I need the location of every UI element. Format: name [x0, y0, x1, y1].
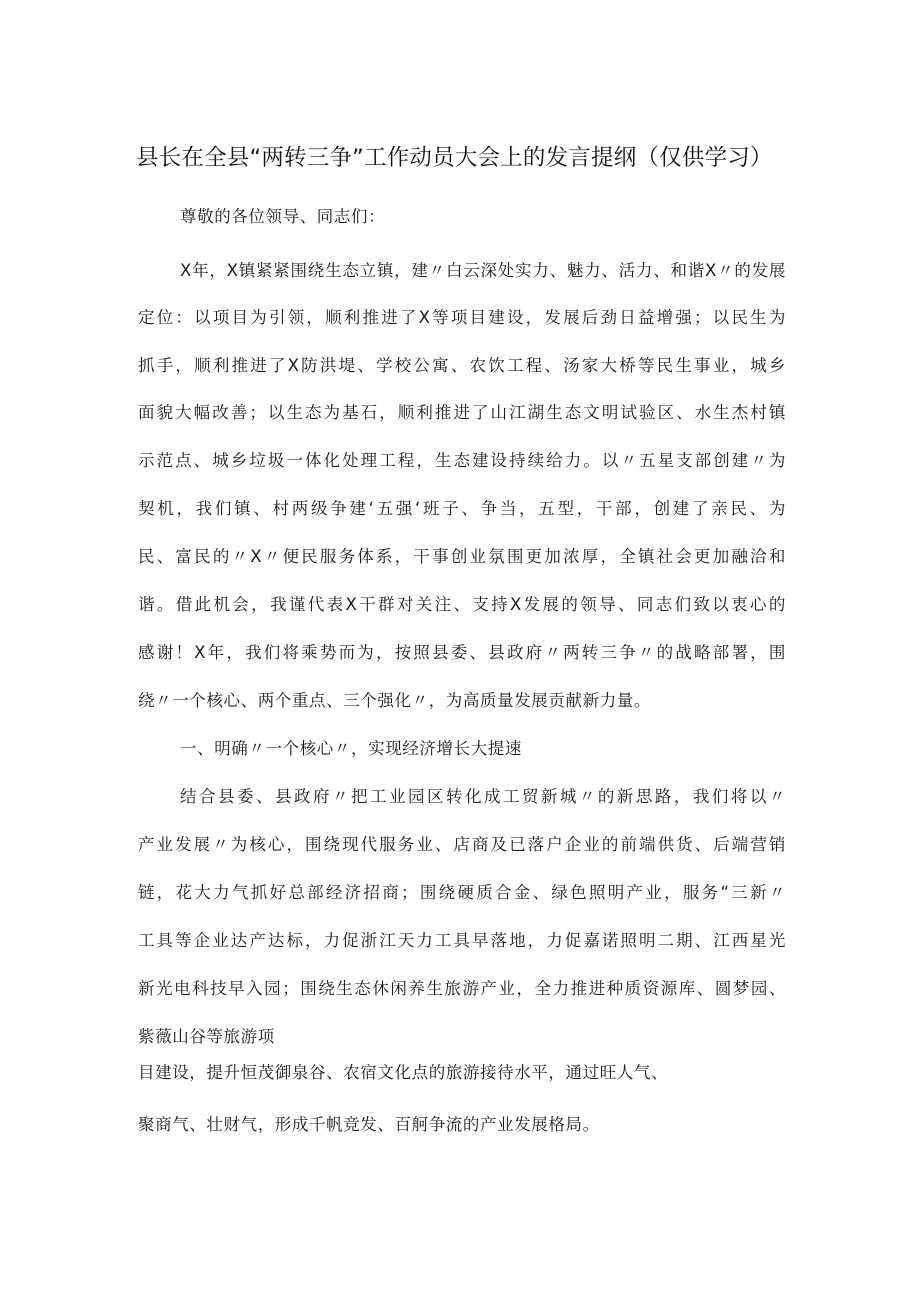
paragraph-line: 工具等企业达产达标，力促浙江天力工具早落地，力促嘉诺照明二期、江西星光: [138, 931, 786, 950]
paragraph-line: 抓手，顺利推进了X防洪堤、学校公寓、农饮工程、汤家大桥等民生事业，城乡: [138, 356, 786, 375]
paragraph-line: 民、富民的〃X〃便民服务体系，干事创业氛围更加浓厚，全镇社会更加融洽和: [138, 547, 786, 566]
paragraph-line: 定位：以项目为引领，顺利推进了X等项目建设，发展后劲日益增强；以民生为: [138, 308, 786, 327]
paragraph-line: 链，花大力气抓好总部经济招商；围绕硬质合金、绿色照明产业，服务“三新〃: [138, 883, 786, 902]
salutation: 尊敬的各位领导、同志们：: [180, 207, 386, 226]
paragraph-line: 谐。借此机会，我谨代表X干群对关注、支持X发展的领导、同志们致以衷心的: [138, 595, 786, 614]
section-heading: 一、明确〃一个核心〃，实现经济增长大提速: [180, 739, 522, 758]
paragraph-line: 示范点、城乡垃圾一体化处理工程，生态建设持续给力。以〃五星支部创建〃为: [138, 451, 786, 470]
paragraph-line: 目建设，提升恒茂御泉谷、农宿文化点的旅游接待水平，通过旺人气、: [138, 1063, 669, 1082]
paragraph-line: 紫薇山谷等旅游项: [138, 1027, 275, 1046]
paragraph-line: 新光电科技早入园；围绕生态休闲养生旅游产业，全力推进种质资源库、圆梦园、: [138, 979, 786, 998]
paragraph-line: X年，X镇紧紧围绕生态立镇，建〃白云深处实力、魅力、活力、和谐X〃的发展: [180, 261, 786, 280]
paragraph-line: 契机，我们镇、村两级争建‘五强‘班子、争当，五型，干部，创建了亲民、为: [138, 499, 786, 518]
paragraph-line: 聚商气、壮财气，形成千帆竞发、百舸争流的产业发展格局。: [138, 1115, 600, 1134]
paragraph-line: 结合县委、县政府〃把工业园区转化成工贸新城〃的新思路，我们将以〃: [180, 787, 786, 806]
paragraph-line: 感谢！X年，我们将乘势而为，按照县委、县政府〃两转三争〃的战略部署，围: [138, 643, 786, 662]
paragraph-line: 绕〃一个核心、两个重点、三个强化〃，为高质量发展贡献新力量。: [138, 691, 651, 710]
document-title: 县长在全县“两转三争”工作动员大会上的发言提纲（仅供学习）: [136, 145, 773, 171]
paragraph-line: 产业发展〃为核心，围绕现代服务业、店商及已落户企业的前端供货、后端营销: [138, 835, 786, 854]
paragraph-line: 面貌大幅改善；以生态为基石，顺利推进了山江湖生态文明试验区、水生杰村镇: [138, 403, 786, 422]
